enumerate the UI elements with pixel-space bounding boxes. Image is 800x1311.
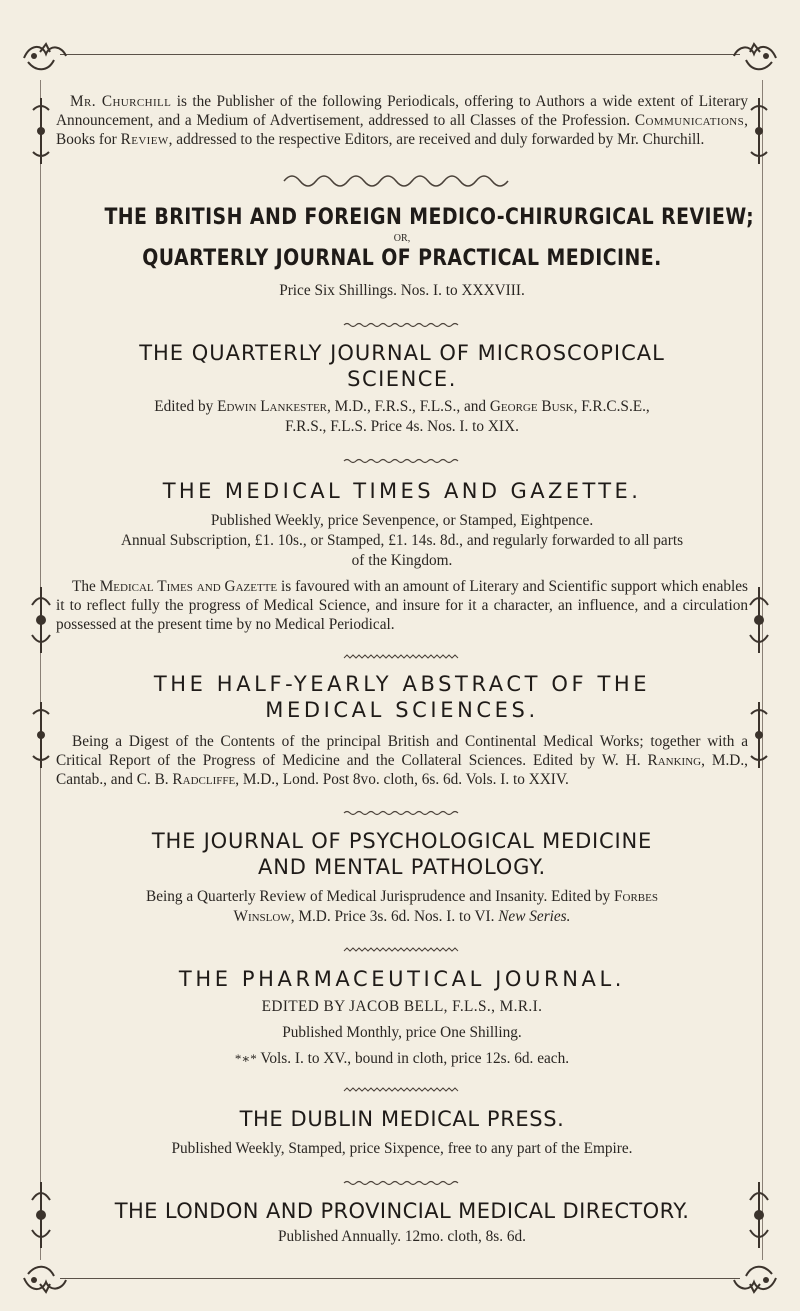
corner-ornament-bottom-left [20, 1258, 74, 1298]
dublin-title: THE DUBLIN MEDICAL PRESS. [239, 1107, 565, 1131]
side-ornament-right-upper [746, 96, 772, 166]
pharmaceutical-title: THE PHARMACEUTICAL JOURNAL. [178, 967, 626, 991]
asterism-glyph: *∗* [234, 1051, 257, 1066]
medico-chirurgical-title: THE BRITISH AND FOREIGN MEDICO-CHIRURGICAL REVIEW; [104, 205, 755, 230]
corner-ornament-top-right [726, 38, 780, 78]
london-directory-published: Published Annually. 12mo. cloth, 8s. 6d. [277, 1228, 526, 1245]
microscopical-title: THE QUARTERLY JOURNAL OF MICROSCOPICAL [139, 341, 665, 365]
small-ornament-1 [342, 321, 462, 329]
pharmaceutical-vols: *∗* Vols. I. to XV., bound in cloth, price 12s. 6d. each. [234, 1050, 570, 1067]
pharmaceutical-editor: EDITED BY JACOB BELL, F.L.S., M.R.I. [261, 998, 543, 1015]
right-border-rule [762, 80, 763, 1260]
side-ornament-left-lower [28, 700, 54, 770]
london-directory-title: THE LONDON AND PROVINCIAL MEDICAL DIRECTORY. [114, 1199, 690, 1223]
side-ornament-left-upper [28, 96, 54, 166]
psychological-title-line2: AND MENTAL PATHOLOGY. [258, 855, 546, 879]
small-ornament-2 [342, 457, 462, 465]
publisher-name: Mr. Churchill [70, 93, 172, 110]
microscopical-title-line2: SCIENCE. [347, 367, 457, 391]
advertisement-content [56, 92, 755, 1247]
abstract-title: THE HALF-YEARLY ABSTRACT OF THE [153, 672, 651, 696]
ornamental-divider [282, 171, 522, 187]
side-ornament-left-bottom [28, 1180, 54, 1250]
corner-ornament-bottom-right [726, 1258, 780, 1298]
small-ornament-6 [342, 1087, 462, 1095]
intro-paragraph: Mr. Churchill is the Publisher of the following Periodicals, offering to Authors a wide extent of Literary Announcement, and a Medium of Advertisement, addressed to all Classes of the Profession. Communications, Books for Review, addressed to the respective Editors, are received and duly forwarded by Mr. Churchill. [56, 93, 748, 148]
microscopical-price: F.R.S., F.L.S. Price 4s. Nos. I. to XIX. [285, 418, 519, 435]
medical-times-paragraph: The Medical Times and Gazette is favoured with an amount of Literary and Scientific support which enables it to reflect fully the progress of Medical Science, and insure for it a character, an influence, and a circulation possessed at the present time by no Medical Periodical. [56, 578, 749, 633]
corner-ornament-top-left [20, 38, 74, 78]
microscopical-editors: Edited by Edwin Lankester, M.D., F.R.S., F.L.S., and George Busk, F.R.C.S.E., [154, 398, 650, 415]
left-border-rule [40, 80, 41, 1260]
bottom-border-rule [60, 1278, 740, 1279]
abstract-paragraph: Being a Digest of the Contents of the principal British and Continental Medical Works; together with a Critical Report of the Progress of Medicine and the Collateral Sciences. Edited by W. H. Ranking, M.D., Cantab., and C. B. Radcliffe, M.D., Lond. Post 8vo. cloth, 6s. 6d. Vols. I. to XXIV. [56, 733, 748, 788]
abstract-title-line2: MEDICAL SCIENCES. [265, 698, 539, 722]
psychological-title: THE JOURNAL OF PSYCHOLOGICAL MEDICINE [151, 829, 653, 853]
small-ornament-7 [342, 1179, 462, 1187]
dublin-published: Published Weekly, Stamped, price Sixpence, free to any part of the Empire. [171, 1140, 633, 1157]
side-ornament-left-middle [28, 585, 54, 655]
side-ornament-right-bottom [746, 1180, 772, 1250]
medical-times-subscription: Annual Subscription, £1. 10s., or Stamped, £1. 14s. 8d., and regularly forwarded to all parts [120, 532, 684, 549]
psychological-price: Winslow, M.D. Price 3s. 6d. Nos. I. to VI. New Series. [233, 908, 571, 925]
side-ornament-right-lower [746, 700, 772, 770]
small-ornament-3 [342, 654, 462, 662]
medico-or: OR, [393, 233, 411, 244]
psychological-description: Being a Quarterly Review of Medical Jurisprudence and Insanity. Edited by Forbes [146, 888, 658, 905]
top-border-rule [60, 54, 740, 55]
medico-price: Price Six Shillings. Nos. I. to XXXVIII. [279, 282, 525, 299]
medical-times-kingdom: of the Kingdom. [351, 552, 453, 569]
side-ornament-right-middle [746, 585, 772, 655]
small-ornament-5 [342, 947, 462, 955]
medical-times-title: THE MEDICAL TIMES AND GAZETTE. [162, 479, 642, 503]
pharmaceutical-published: Published Monthly, price One Shilling. [282, 1024, 522, 1041]
practical-medicine-title: QUARTERLY JOURNAL OF PRACTICAL MEDICINE. [142, 246, 662, 271]
medical-times-published: Published Weekly, price Sevenpence, or Stamped, Eightpence. [210, 512, 594, 529]
small-ornament-4 [342, 809, 462, 817]
